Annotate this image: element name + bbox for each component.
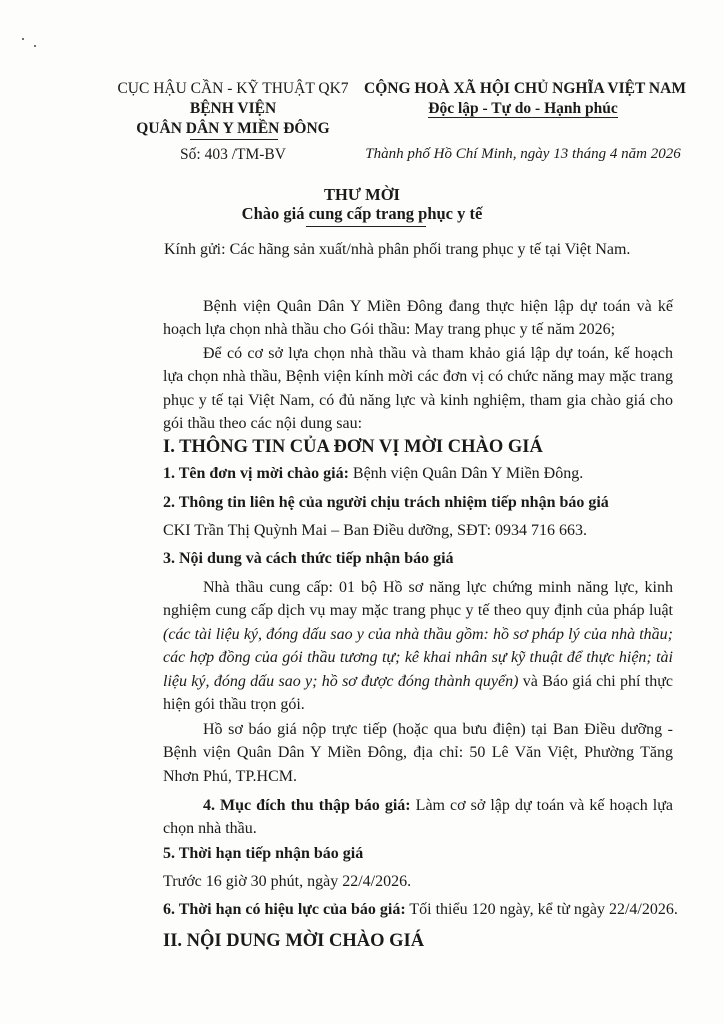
section-1-item-3-paragraph-2: Hồ sơ báo giá nộp trực tiếp (hoặc qua bưu điện) tại Ban Điều dưỡng - Bệnh viện Quân Dân Y Miền Đông, địa chỉ: 50 Lê Văn Việt, Phường Tăng Nhơn Phú, TP.HCM.	[163, 721, 673, 785]
section-1-item-6	[163, 901, 678, 919]
header-agency-line: CỤC HẬU CẦN - KỸ THUẬT QK7	[117, 80, 349, 97]
header-hospital-name: QUÂN DÂN Y MIỀN ĐÔNG	[136, 120, 330, 137]
item-3-text-b: và Báo giá chi phí thực hiện gói thầu trọn gói.	[163, 672, 673, 714]
item-6-value: Tối thiểu 120 ngày, kể từ ngày 22/4/2026.	[405, 901, 678, 918]
section-1-item-2-label: 2. Thông tin liên hệ của người chịu trách nhiệm tiếp nhận báo giá	[163, 494, 609, 511]
section-1-item-2-value: CKI Trần Thị Quỳnh Mai – Ban Điều dưỡng, SĐT: 0934 716 663.	[163, 522, 588, 539]
motto-text: Độc lập - Tự do - Hạnh phúc	[428, 100, 618, 117]
scan-speck	[34, 45, 36, 47]
item-4-label: 4. Mục đích thu thập báo giá:	[203, 797, 411, 814]
scan-speck	[22, 38, 24, 40]
section-1-heading: I. THÔNG TIN CỦA ĐƠN VỊ MỜI CHÀO GIÁ	[163, 437, 543, 457]
item-1-label: 1. Tên đơn vị mời chào giá:	[163, 465, 349, 482]
section-1-item-3-paragraph-1	[163, 576, 673, 716]
section-2-heading: II. NỘI DUNG MỜI CHÀO GIÁ	[163, 931, 425, 951]
section-1-item-1	[163, 465, 583, 483]
header-left-underline	[190, 139, 278, 140]
intro-paragraph-2: Để có cơ sở lựa chọn nhà thầu và tham khảo giá lập dự toán, kế hoạch lựa chọn nhà thầu, Bệnh viện kính mời các đơn vị có chức năng may mặc trang phục y tế tại Việt Nam, có đủ năng lực và kinh nghiệm, tham gia chào giá cho gói thầu theo các nội dung sau:	[163, 345, 673, 433]
item-4-value: Làm cơ sở lập dự toán và kế hoạch lựa chọn nhà thầu.	[163, 797, 673, 838]
item-3-text-italic: (các tài liệu ký, đóng dấu sao y của nhà thầu gồm: hồ sơ pháp lý của nhà thầu; các hợp đồng của gói thầu tương tự; kê khai nhân sự kỹ thuật để thực hiện; tài liệu ký, đóng dấu sao y; hồ sơ được đóng thành quyển)	[163, 625, 673, 690]
header-hospital-line: BỆNH VIỆN	[189, 100, 277, 117]
header-republic-line: CỘNG HOÀ XÃ HỘI CHỦ NGHĨA VIỆT NAM	[364, 80, 686, 97]
section-1-item-5-label: 5. Thời hạn tiếp nhận báo giá	[163, 845, 364, 862]
intro-paragraph-1: Bệnh viện Quân Dân Y Miền Đông đang thực hiện lập dự toán và kế hoạch lựa chọn nhà thầu cho Gói thầu: May trang phục y tế năm 2026;	[163, 298, 673, 339]
item-6-label: 6. Thời hạn có hiệu lực của báo giá:	[163, 901, 406, 918]
section-1-item-4	[163, 794, 673, 841]
letter-subtitle: Chào giá cung cấp trang phục y tế	[241, 204, 483, 223]
section-1-item-5-value: Trước 16 giờ 30 phút, ngày 22/4/2026.	[163, 873, 412, 890]
section-1-item-3-label: 3. Nội dung và cách thức tiếp nhận báo giá	[163, 550, 454, 567]
title-underline	[306, 226, 426, 227]
header-motto-line	[364, 100, 682, 118]
item-1-value: Bệnh viện Quân Dân Y Miền Đông.	[348, 465, 584, 482]
document-number: Số: 403 /TM-BV	[180, 146, 286, 163]
item-3-text-a: Nhà thầu cung cấp: 01 bộ Hồ sơ năng lực chứng minh năng lực, kinh nghiệm cung cấp dịch vụ may mặc trang phục y tế theo quy định của pháp luật	[163, 579, 673, 620]
place-date: Thành phố Hồ Chí Minh, ngày 13 tháng 4 năm 2026	[365, 146, 681, 162]
recipient-line: Kính gửi: Các hãng sản xuất/nhà phân phối trang phục y tế tại Việt Nam.	[164, 241, 631, 258]
letter-title: THƯ MỜI	[324, 185, 400, 204]
